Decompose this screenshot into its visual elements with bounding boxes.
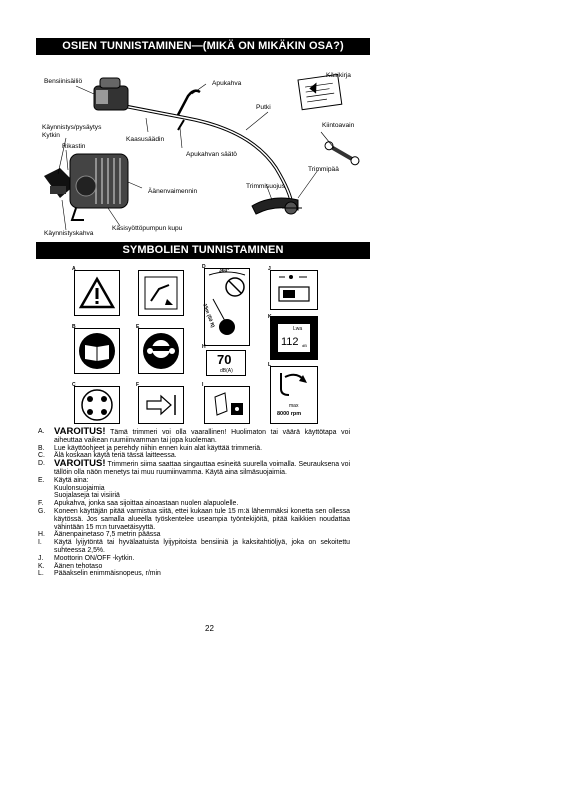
symbol-letter-i: I xyxy=(202,382,204,388)
definition-lead: VAROITUS! xyxy=(54,458,106,470)
symbol-letter-d: D xyxy=(202,264,206,270)
definition-item xyxy=(38,508,350,531)
definition-key: C. xyxy=(38,452,45,460)
definition-item xyxy=(38,460,350,477)
symbol-k-lwa: Lwa xyxy=(293,326,303,332)
definition-key xyxy=(38,485,54,493)
symbol-warning xyxy=(74,270,120,316)
definition-body: Käytä aina: xyxy=(54,476,89,484)
symbols-panel xyxy=(56,262,332,424)
symbol-safety-distance xyxy=(201,268,250,346)
symbol-sound-pressure xyxy=(206,350,246,376)
label-aux-handle: Apukahva xyxy=(212,80,242,87)
definition-body: Moottorin ON/OFF -kytkin. xyxy=(54,554,135,562)
definition-key xyxy=(38,492,54,500)
definition-body: Lue käyttöohjeet ja perehdy niihin ennen kuin alat käyttää trimmeriä. xyxy=(54,444,262,452)
label-trimmer-head: Trimmipää xyxy=(308,166,339,173)
label-muffler: Äänenvaimennin xyxy=(148,188,198,195)
symbol-letter-a: A xyxy=(72,266,76,272)
definition-body: Kuulonsuojaimia xyxy=(54,484,105,492)
definition-key: I. xyxy=(38,539,42,547)
definition-item xyxy=(38,531,350,539)
definition-key: B. xyxy=(38,444,45,452)
symbol-letter-b: B xyxy=(72,324,76,330)
definition-item xyxy=(38,570,350,578)
symbol-h-unit: dB(A) xyxy=(220,368,233,374)
definition-body: Pääakselin enimmäisnopeus, r/min xyxy=(54,570,161,578)
definition-key: L. xyxy=(38,570,44,578)
label-choke: Rikastin xyxy=(62,143,86,150)
label-throttle: Kaasusäädin xyxy=(126,136,165,143)
definition-lead: VAROITUS! xyxy=(54,426,106,437)
symbol-handle-grip xyxy=(138,270,184,316)
definition-text xyxy=(54,555,350,563)
symbol-letter-c: C xyxy=(72,382,76,388)
symbol-ear-eye-protection xyxy=(138,328,184,374)
definition-text xyxy=(54,485,350,493)
definition-key: G. xyxy=(38,507,46,515)
definition-item xyxy=(38,485,350,493)
symbol-no-blades xyxy=(74,386,120,424)
definition-item xyxy=(38,428,350,445)
definition-body: Trimmerin siima saattaa singauttaa esineitä suurella voimalla. Seurauksena voi tällöin olla näön menetys tai muu ruumiinvamma. Käytä aina silmäsuojaimia. xyxy=(54,461,350,476)
definition-key: D. xyxy=(38,460,45,468)
label-handle-adjust: Apukahvan säätö xyxy=(186,151,237,158)
symbol-sound-power xyxy=(270,316,318,360)
symbol-letter-j: J xyxy=(268,266,271,272)
definition-key: A. xyxy=(38,428,45,435)
definition-body: Tämä trimmeri voi olla vaarallinen! Huolimaton tai väärä käyttötapa voi aiheuttaa vaikean ruumiinvamman tai jopa kuoleman. xyxy=(54,429,350,444)
definition-key: E. xyxy=(38,476,45,484)
definition-body: Koneen käyttäjän pitää varmistua siitä, ettei kukaan tule 15 m:ä lähemmäksi konetta sen ollessa käytössä. Jos samalla alueella työskentelee useampia työntekijöitä, pitää kaikkien noudattaa vähintään 15 m:n turvaetäisyyttä. xyxy=(54,507,350,531)
definition-text xyxy=(54,500,350,508)
definition-body: Äänen tehotaso xyxy=(54,562,103,570)
definition-item xyxy=(38,555,350,563)
label-manual: Käsikirja xyxy=(326,72,351,79)
label-switch-2: Kytkin xyxy=(42,132,60,139)
symbol-letter-f: F xyxy=(136,382,140,388)
definition-text xyxy=(54,508,350,531)
symbol-letter-e: E xyxy=(136,324,140,330)
definition-text xyxy=(54,428,350,445)
symbol-d-degrees: 360° xyxy=(219,268,230,274)
definition-body: Apukahva, jonka saa sijoittaa ainoastaan nuolen alapuolelle. xyxy=(54,500,239,508)
symbol-d-distance: 15m (50 ft) xyxy=(201,303,216,329)
parts-diagram xyxy=(36,58,370,240)
definition-item xyxy=(38,477,350,485)
definition-body: Käytä lyijytöntä tai hyvälaatuista lyijypitoista bensiiniä ja kaksitahtiöljyä, joka on sekoitettu suhteessa 2,5%. xyxy=(54,539,350,554)
label-starter-handle: Käynnistyskahva xyxy=(44,230,94,237)
symbols-section-header: SYMBOLIEN TUNNISTAMINEN xyxy=(36,242,370,259)
definition-text xyxy=(54,563,350,571)
definition-text xyxy=(54,570,350,578)
symbol-k-value: 112 xyxy=(281,336,299,348)
trimmer-illustration xyxy=(36,58,370,240)
page-number: 22 xyxy=(205,624,214,633)
label-switch: Käynnistys/pysäytys xyxy=(42,124,102,131)
definition-text xyxy=(54,492,350,500)
definition-text xyxy=(54,539,350,555)
label-guard: Trimmisuojus xyxy=(246,183,285,190)
label-wrench: Kiintoavain xyxy=(322,122,355,129)
definition-body: Äänenpainetaso 7,5 metrin päässa xyxy=(54,531,161,539)
definition-text xyxy=(54,460,350,477)
symbol-letter-h: H xyxy=(202,344,206,350)
definition-item xyxy=(38,492,350,500)
parts-section-header: OSIEN TUNNISTAMINEN—(MIKÄ ON MIKÄKIN OSA?) xyxy=(36,38,370,55)
definition-body: Älä koskaan käytä teriä tässä laitteessa. xyxy=(54,452,177,460)
symbol-l-max: max xyxy=(289,403,299,409)
symbol-k-unit: dB xyxy=(302,343,307,348)
definition-text xyxy=(54,531,350,539)
symbol-h-value: 70 xyxy=(217,352,232,367)
definition-item xyxy=(38,563,350,571)
definition-item xyxy=(38,500,350,508)
symbol-definitions xyxy=(38,428,350,578)
definition-key: J. xyxy=(38,554,44,562)
label-primer-bulb: Käsisyöttöpumpun kupu xyxy=(112,225,183,232)
symbol-handle-position xyxy=(138,386,184,424)
symbol-l-rpm: 8000 rpm xyxy=(277,411,302,417)
symbol-on-off-switch xyxy=(270,270,318,310)
definition-body: Suojalaseja tai visiiriä xyxy=(54,492,120,500)
label-tube: Putki xyxy=(256,104,271,111)
symbol-read-manual xyxy=(74,328,120,374)
definition-text xyxy=(54,477,350,485)
label-fuel-tank: Bensiinisäiliö xyxy=(44,78,83,85)
symbol-letter-l: L xyxy=(268,362,272,368)
symbol-letter-k: K xyxy=(268,314,272,320)
symbol-max-speed xyxy=(270,366,318,424)
definition-item xyxy=(38,539,350,555)
definition-key: H. xyxy=(38,531,45,539)
symbol-fuel-mix xyxy=(204,386,250,424)
definition-key: F. xyxy=(38,500,44,508)
definition-key: K. xyxy=(38,562,45,570)
